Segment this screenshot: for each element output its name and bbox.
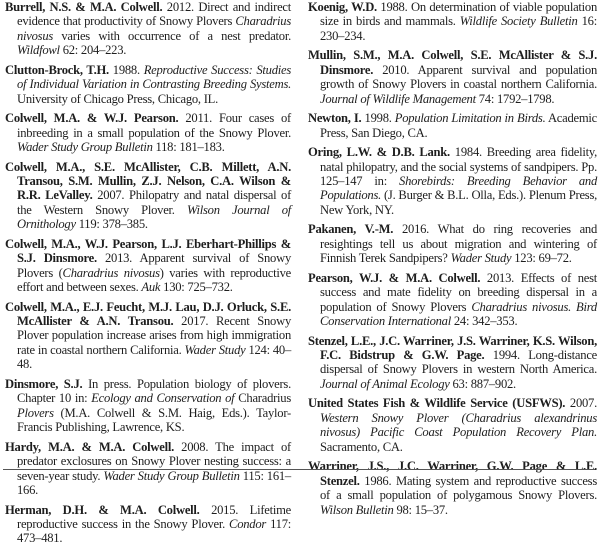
reference-text: 74: 1792–1798. [475, 91, 555, 106]
reference-text: Recent Snowy Plover population increase arises from high immigration rate in coastal northern California. [17, 314, 291, 357]
reference-year: 2011. [185, 111, 212, 126]
reference-authors: Herman, D.H. & M.A. Colwell. [5, 502, 200, 517]
reference-authors: Hardy, M.A. & M.A. Colwell. [5, 439, 174, 454]
reference-text: Population biology of plovers. Chapter 10 in: [17, 376, 291, 406]
reference-title-italic: Western Snowy Plover (Charadrius alexandrinus nivosus) Pacific Coast Population Recovery Plan. [320, 410, 597, 440]
reference-year: 1998. [364, 111, 392, 126]
reference-text: Effects of nest success and mate fidelity on breeding dispersal in a population of Snowy Plovers [320, 270, 597, 314]
reference-entry [5, 300, 291, 372]
reference-title-italic: Wader Study [184, 342, 246, 357]
reference-authors: Clutton-Brock, T.H. [5, 62, 109, 77]
reference-authors: Newton, I. [308, 111, 362, 126]
reference-text: Direct and indirect evidence that productivity of Snowy Plovers [17, 0, 291, 29]
reference-text: Four cases of inbreeding in a small population of the Snowy Plover. [17, 111, 291, 140]
reference-title-italic: Wildfowl [17, 43, 60, 58]
reference-text: 16: 230–234. [320, 14, 597, 43]
reference-text: University of Chicago Press, Chicago, IL. [17, 91, 219, 106]
reference-year: 2013. [104, 251, 133, 266]
reference-year: 2007. [97, 188, 125, 203]
reference-entry [308, 48, 597, 106]
reference-text: 119: 378–385. [75, 217, 148, 232]
reference-authors: Pakanen, V.-M. [308, 222, 394, 237]
reference-text: What do ring recoveries and resightings tell us about migration and wintering of Finnish Terek Sandpipers? [320, 222, 598, 266]
reference-text: 118: 181–183. [152, 140, 225, 155]
reference-text: Breeding area fidelity, natal philopatry, and the social systems of sandpipers. Pp. 125–147 in: [320, 145, 597, 189]
reference-text: 62: 204–223. [59, 43, 127, 58]
reference-authors: Colwell, M.A., S.E. McAllister, C.B. Millett, A.N. Transou, S.M. Mullin, Z.J. Nelson, C.A. Wilson & R.R. LeValley. [5, 159, 291, 203]
reference-title-italic: Journal of Wildlife Management [320, 91, 476, 106]
reference-title-italic: Plovers [17, 405, 54, 420]
reference-title-italic: Reproductive Success: Studies of Individual Variation in Contrasting Breeding Systems. [17, 62, 291, 92]
reference-title-italic: Charadrius nivosus. Bird Conservation International [320, 299, 597, 329]
reference-entry [308, 271, 597, 329]
reference-entry [308, 111, 597, 140]
reference-authors: Colwell, M.A. & W.J. Pearson. [5, 111, 179, 126]
reference-text: Mating system and reproductive success of a small population of polygamous Snowy Plovers. [320, 473, 597, 503]
reference-title-italic: Population Limitation in Birds. [394, 111, 546, 126]
reference-entry [308, 459, 597, 517]
reference-year: 2017. [181, 314, 209, 329]
reference-title-italic: Shorebirds: Breeding Behavior and Populations. [320, 174, 598, 203]
reference-text: (J. Burger & B.L. Olla, Eds.). Plenum Press, New York, NY. [320, 188, 597, 217]
reference-text: 130: 725–732. [160, 280, 233, 295]
reference-text: ) varies with reproductive effort and between sexes. [17, 265, 291, 295]
reference-year: 2007. [569, 396, 597, 411]
reference-title-italic: Journal of Animal Ecology [320, 376, 450, 391]
reference-text: Sacramento, CA. [320, 439, 403, 454]
reference-authors: Warriner, J.S., J.C. Warriner, G.W. Page & L.E. Stenzel. [308, 459, 597, 488]
reference-authors: Oring, L.W. & D.B. Lank. [308, 145, 450, 160]
reference-text: 123: 69–72. [511, 251, 572, 266]
reference-authors: Burrell, N.S. & M.A. Colwell. [5, 0, 163, 14]
reference-entry [308, 145, 597, 217]
reference-title-italic: Wader Study Group Bulletin [103, 468, 240, 483]
reference-entry [5, 111, 291, 154]
reference-text: 115: 161–166. [17, 468, 291, 497]
reference-title-italic: Wilson Journal of Ornithology [17, 202, 291, 232]
reference-year: 2008. [181, 439, 209, 454]
reference-year: 2015. [211, 502, 239, 517]
reference-text: Academic Press, San Diego, CA. [320, 111, 598, 140]
reference-title-italic: Charadrius nivosus [62, 265, 160, 280]
reference-authors: Pearson, W.J. & M.A. Colwell. [308, 270, 481, 285]
reference-text: On determination of viable population size in birds and mammals. [320, 0, 597, 29]
reference-authors: Stenzel, L.E., J.C. Warriner, J.S. Warriner, K.S. Wilson, F.C. Bidstrup & G.W. Page. [308, 333, 597, 363]
reference-entry [5, 377, 291, 435]
reference-text: 124: 40–48. [17, 342, 291, 372]
reference-title-italic: Ecology and Conservation of [91, 391, 235, 406]
reference-text: Philopatry and natal dispersal of the Western Snowy Plover. [17, 188, 292, 217]
reference-entry [308, 396, 597, 454]
reference-authors: Koenig, W.D. [308, 0, 377, 14]
reference-title-italic: Wildlife Society Bulletin [459, 14, 578, 29]
reference-text: Apparent survival and population growth of Snowy Plovers in coastal northern California. [320, 62, 597, 92]
reference-entry [5, 503, 291, 546]
reference-entry [5, 63, 291, 106]
reference-year: 2016. [401, 222, 430, 237]
reference-authors: Colwell, M.A., E.J. Feucht, M.J. Lau, D.J. Orluck, S.E. McAllister & A.N. Transou. [5, 299, 291, 329]
reference-text: 117: 473–481. [17, 516, 291, 546]
reference-year: 2010. [382, 62, 410, 77]
reference-authors: Colwell, M.A., W.J. Pearson, L.J. Eberhart-Phillips & S.J. Dinsmore. [5, 236, 291, 266]
reference-text: 24: 342–353. [450, 314, 518, 329]
reference-title-italic: Condor [229, 516, 267, 531]
reference-text: The impact of predator exclosures on Snowy Plover nesting success: a seven-year study. [17, 439, 291, 483]
reference-text: 98: 15–37. [393, 502, 448, 517]
reference-year: 1986. [364, 473, 392, 488]
reference-title-italic: Auk [141, 280, 161, 295]
reference-text: Long-distance dispersal of Snowy Plovers in western North America. [320, 348, 597, 377]
reference-text: Lifetime reproductive success in the Snowy Plover. [17, 502, 292, 531]
references-right-column [308, 0, 597, 522]
reference-text: Charadrius [234, 391, 292, 406]
reference-year: In press. [88, 376, 132, 391]
reference-authors: United States Fish & Wildlife Service (USFWS). [308, 396, 566, 411]
reference-entry [308, 222, 597, 265]
reference-title-italic: Wader Study Group Bulletin [17, 140, 153, 155]
reference-year: 1988. [112, 62, 140, 77]
reference-text: Apparent survival of Snowy Plovers ( [17, 251, 291, 280]
reference-entry [5, 237, 291, 295]
reference-entry [308, 334, 597, 392]
reference-title-italic: Charadrius nivosus [17, 14, 291, 43]
reference-title-italic: Wilson Bulletin [320, 502, 394, 517]
bottom-rule [3, 469, 595, 470]
reference-entry [5, 0, 291, 58]
reference-title-italic: Wader Study [450, 251, 512, 266]
reference-entry [308, 0, 597, 43]
reference-text: 63: 887–902. [449, 376, 516, 391]
reference-text: varies with occurrence of a nest predator. [53, 28, 291, 43]
reference-authors: Mullin, S.M., M.A. Colwell, S.E. McAllister & S.J. Dinsmore. [308, 48, 597, 77]
reference-entry [5, 160, 291, 232]
reference-year: 2013. [486, 270, 515, 285]
reference-year: 2012. [166, 0, 194, 14]
reference-year: 1984. [454, 145, 482, 160]
reference-authors: Dinsmore, S.J. [5, 376, 83, 391]
reference-year: 1988. [380, 0, 408, 14]
reference-text: (M.A. Colwell & S.M. Haig, Eds.). Taylor-Francis Publishing, Lawrence, KS. [17, 405, 291, 435]
reference-year: 1994. [492, 348, 520, 363]
